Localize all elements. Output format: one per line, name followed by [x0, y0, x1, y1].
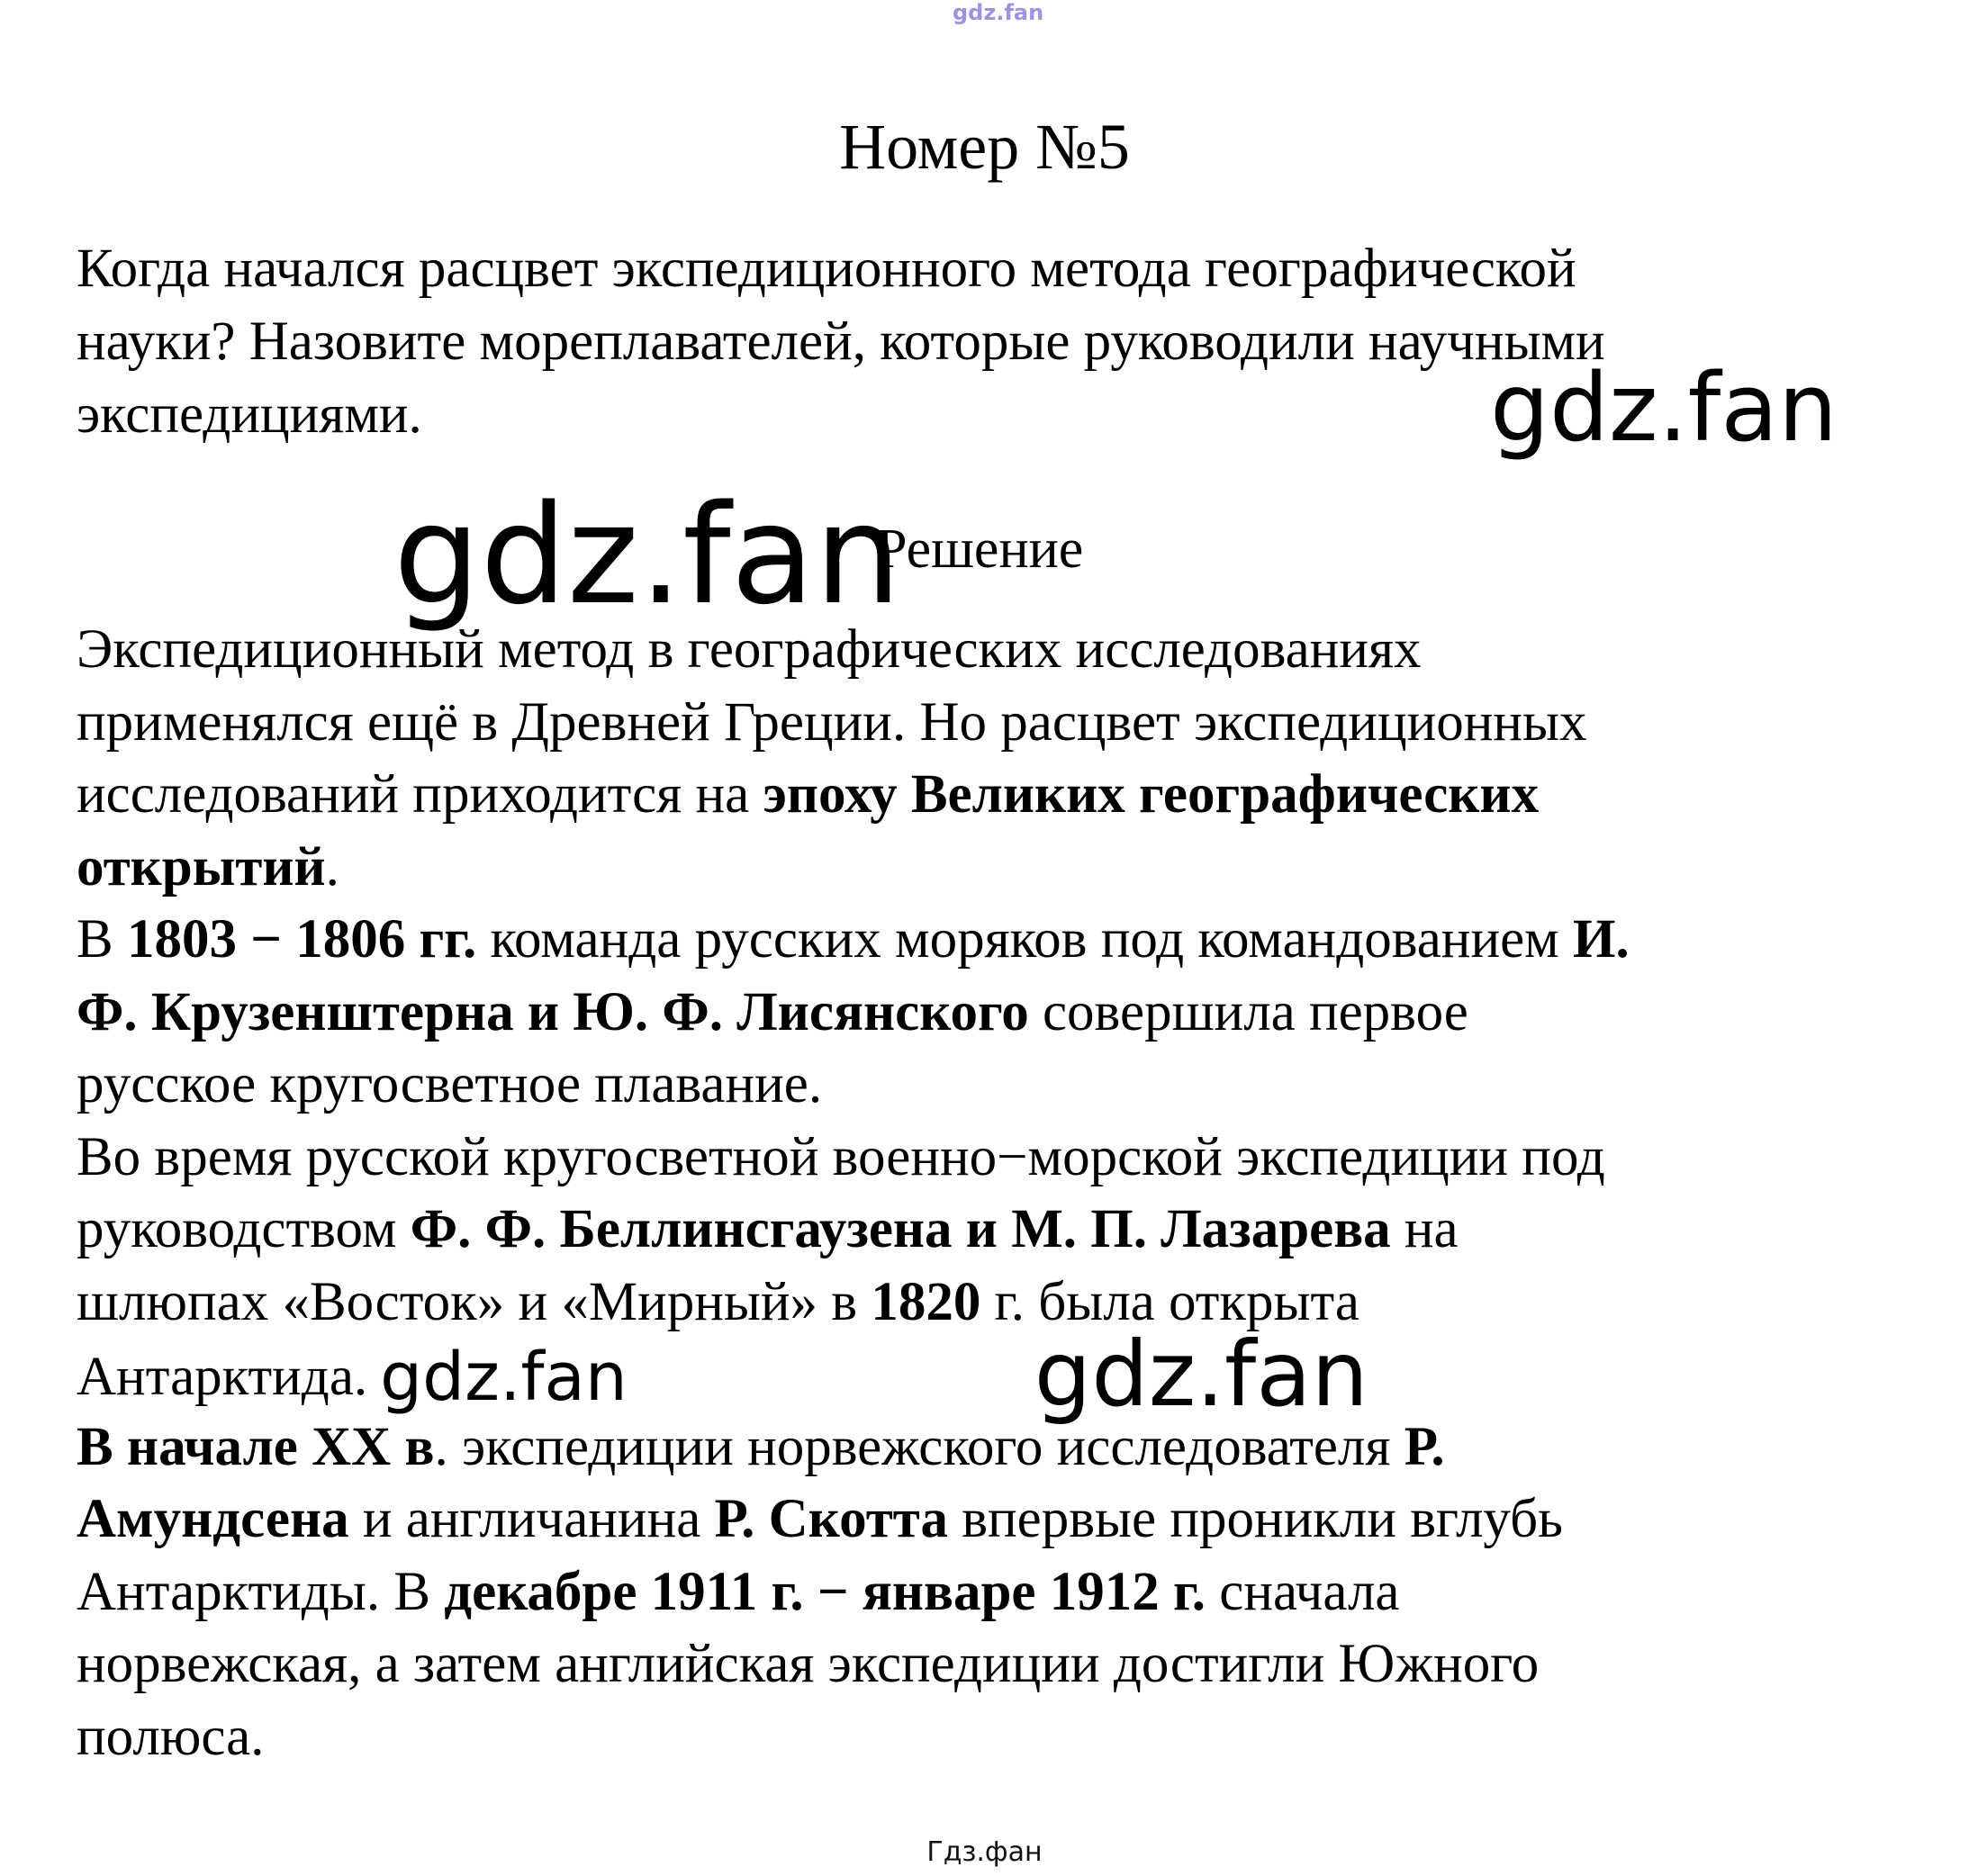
- watermark-gdzfan-inline: gdz.fan: [380, 1339, 628, 1416]
- answer-segment: В: [77, 909, 127, 970]
- answer-line: [77, 1628, 1630, 1701]
- answer-segment: Амундсена: [77, 1489, 349, 1549]
- answer-segment: И.: [1573, 909, 1630, 970]
- footer-sitename: Гдз.фан: [926, 1836, 1043, 1868]
- answer-segment: впервые проникли вглубь: [947, 1489, 1563, 1549]
- question-line: Когда начался расцвет экспедиционного метода географической: [77, 239, 1576, 299]
- answer-segment: полюса.: [77, 1706, 265, 1767]
- page-title: Номер №5: [839, 111, 1130, 183]
- answer-line: [77, 1122, 1630, 1195]
- question-line: науки? Назовите мореплавателей, которые руководили научными: [77, 311, 1605, 372]
- answer-segment: г. была открыта: [980, 1271, 1359, 1332]
- answer-segment: 1820: [871, 1271, 981, 1332]
- answer-segment: русское кругосветное плавание.: [77, 1054, 823, 1114]
- answer-segment: Экспедиционный метод в географических исследованиях: [77, 619, 1422, 680]
- answer-line: [77, 1701, 1630, 1774]
- answer-segment: декабре 1911 г. − январе 1912 г.: [444, 1561, 1206, 1622]
- answer-line: [77, 614, 1630, 687]
- watermark-gdzfan-top: gdz.fan: [953, 0, 1044, 25]
- watermark-gdzfan-center: gdz.fan: [393, 475, 902, 635]
- answer-segment: Р. Скотта: [714, 1489, 948, 1549]
- answer-line: [77, 832, 1630, 905]
- answer-line: [77, 977, 1630, 1050]
- answer-segment: Ф. Ф. Беллинсгаузена и М. П. Лазарева: [410, 1199, 1391, 1259]
- answer-segment: Ф. Крузенштерна и Ю. Ф. Лисянского: [77, 981, 1029, 1042]
- answer-segment: открытий: [77, 836, 326, 897]
- answer-segment: применялся ещё в Древней Греции. Но расцвет экспедиционных: [77, 691, 1587, 753]
- answer-segment: исследований приходится на: [77, 764, 763, 825]
- answer-text: [77, 614, 1630, 1773]
- answer-segment: эпоху Великих географических: [763, 764, 1540, 825]
- answer-segment: и англичанина: [348, 1489, 715, 1549]
- answer-segment: Антарктида.: [77, 1347, 368, 1407]
- answer-line: [77, 1267, 1630, 1339]
- answer-segment: норвежская, а затем английская экспедиции достигли Южного: [77, 1634, 1540, 1694]
- watermark-gdzfan-inline: gdz.fan: [1034, 1321, 1368, 1427]
- answer-line: [77, 1412, 1630, 1484]
- answer-segment: совершила первое: [1028, 981, 1468, 1042]
- answer-segment: на: [1390, 1199, 1459, 1259]
- question-line: экспедициями.: [77, 384, 422, 445]
- answer-segment: шлюпах «Восток» и «Мирный» в: [77, 1271, 872, 1332]
- answer-line: [77, 904, 1630, 977]
- answer-line: [77, 1194, 1630, 1267]
- answer-lines: [77, 614, 1630, 1773]
- answer-segment: . экспедиции норвежского исследователя: [434, 1416, 1404, 1477]
- answer-segment: 1803 − 1806 гг.: [126, 909, 477, 970]
- question-text: [77, 232, 1605, 451]
- answer-segment: Р.: [1404, 1416, 1445, 1477]
- answer-line: [77, 1556, 1630, 1629]
- answer-line: [77, 1484, 1630, 1556]
- answer-line: [77, 687, 1630, 760]
- answer-segment: .: [325, 836, 339, 897]
- answer-segment: сначала: [1206, 1561, 1400, 1622]
- watermark-gdzfan-right: gdz.fan: [1490, 353, 1838, 463]
- answer-segment: руководством: [77, 1199, 411, 1259]
- answer-segment: Антарктиды. В: [77, 1561, 445, 1622]
- answer-line: [77, 1321, 1630, 1427]
- answer-segment: Во время русской кругосветной военно−морской экспедиции под: [77, 1126, 1605, 1187]
- solution-heading: Решение: [876, 519, 1084, 580]
- answer-line: [77, 759, 1630, 832]
- answer-line: [77, 1049, 1630, 1122]
- answer-segment: команда русских моряков под командованием: [476, 909, 1574, 970]
- answer-segment: В начале XX в: [77, 1416, 435, 1477]
